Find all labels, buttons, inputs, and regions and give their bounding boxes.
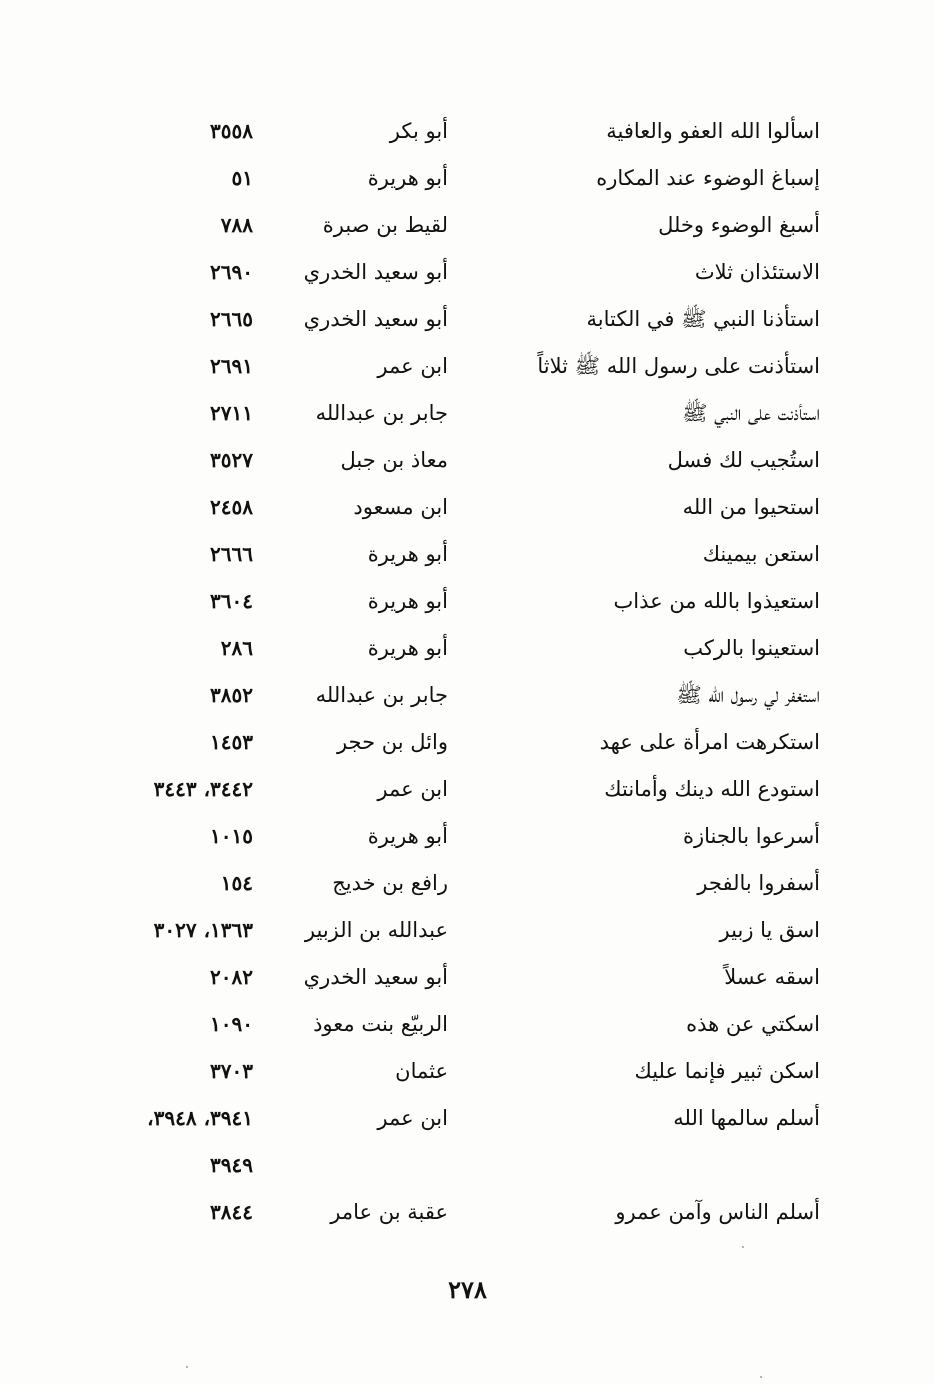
hadith-text: اسق يا زبير [719, 918, 820, 942]
index-row [0, 578, 935, 625]
narrator-name: أبو هريرة [367, 589, 448, 613]
narrator-name: لقيط بن صبرة [322, 213, 448, 237]
index-row [0, 860, 935, 907]
index-row [0, 813, 935, 860]
narrator-name: رافع بن خديج [332, 871, 448, 895]
hadith-text: الاستئذان ثلاث [694, 260, 820, 284]
index-row [0, 1001, 935, 1048]
hadith-number: ٣٤٤٢، ٣٤٤٣ [153, 777, 253, 801]
hadith-text: استُجيب لك فسل [667, 448, 820, 472]
scan-speck [742, 1246, 744, 1248]
index-row [0, 249, 935, 296]
hadith-text: استحيوا من الله [682, 495, 820, 519]
narrator-name: أبو سعيد الخدري [303, 260, 448, 284]
narrator-name: أبو هريرة [367, 166, 448, 190]
narrator-name: جابر بن عبدالله [315, 683, 448, 707]
narrator-name: ابن عمر [377, 777, 448, 801]
narrator-name: أبو هريرة [367, 824, 448, 848]
narrator-name: الربيّع بنت معوذ [313, 1012, 448, 1036]
index-row [0, 907, 935, 954]
narrator-name: عبدالله بن الزبير [304, 918, 448, 942]
hadith-number: ٢٦٩٠ [210, 260, 253, 284]
narrator-name: أبو هريرة [367, 542, 448, 566]
hadith-text: أسلم الناس وآمن عمرو [615, 1200, 820, 1224]
hadith-text: أسرعوا بالجنازة [683, 824, 820, 848]
index-row [0, 296, 935, 343]
index-row [0, 766, 935, 813]
hadith-number: ١٠٩٠ [210, 1012, 253, 1036]
hadith-number: ٧٨٨ [220, 213, 253, 237]
index-row [0, 390, 935, 437]
index-row [0, 108, 935, 155]
hadith-number: ١٤٥٣ [210, 730, 253, 754]
hadith-number: ٢٤٥٨ [210, 495, 253, 519]
scan-speck [760, 1376, 762, 1378]
scan-speck [186, 1366, 188, 1368]
index-row-continuation [0, 1142, 935, 1189]
narrator-name: ابن عمر [377, 1106, 448, 1130]
hadith-number: ٢٦٦٦ [210, 542, 253, 566]
hadith-number: ٣٦٠٤ [210, 589, 253, 613]
index-row [0, 672, 935, 719]
hadith-text: اسألوا الله العفو والعافية [606, 119, 820, 143]
narrator-name: وائل بن حجر [336, 730, 448, 754]
narrator-name: جابر بن عبدالله [315, 401, 448, 425]
page-number: ٢٧٨ [448, 1275, 487, 1304]
index-row [0, 531, 935, 578]
index-row [0, 1095, 935, 1142]
index-row [0, 202, 935, 249]
hadith-text: إسباغ الوضوء عند المكاره [596, 166, 820, 190]
narrator-name: عقبة بن عامر [330, 1200, 448, 1224]
hadith-number: ٣٨٤٤ [210, 1200, 253, 1224]
index-row [0, 954, 935, 1001]
hadith-number: ١٣٦٣، ٣٠٢٧ [153, 918, 253, 942]
hadith-text: أسبغ الوضوء وخلل [658, 213, 820, 237]
hadith-text: اسكتي عن هذه [686, 1012, 820, 1036]
hadith-number: ٣٥٢٧ [210, 448, 253, 472]
index-row [0, 625, 935, 672]
narrator-name: أبو سعيد الخدري [303, 307, 448, 331]
hadith-text: اسكن ثبير فإنما عليك [634, 1059, 820, 1083]
hadith-text: استأذنا النبي ﷺ في الكتابة [586, 307, 820, 331]
hadith-number: ٣٥٥٨ [210, 119, 253, 143]
hadith-number: ٥١ [231, 166, 253, 190]
hadith-number: ٢٦٦٥ [210, 307, 253, 331]
hadith-number: ٣٧٠٣ [210, 1059, 253, 1083]
hadith-number: ١٥٤ [220, 871, 253, 895]
hadith-text: استأذنت على رسول الله ﷺ ثلاثاً [537, 354, 820, 378]
index-row [0, 343, 935, 390]
hadith-text: استودع الله دينك وأمانتك [604, 777, 820, 801]
narrator-name: أبو سعيد الخدري [303, 965, 448, 989]
index-row [0, 1189, 935, 1239]
hadith-number: ٢٨٦ [220, 636, 253, 660]
hadith-text: استعن بيمينك [702, 542, 820, 566]
hadith-number: ٣٩٤١، ٣٩٤٨، [147, 1106, 253, 1130]
hadith-number: ٣٨٥٢ [210, 683, 253, 707]
hadith-text: استعينوا بالركب [683, 636, 820, 660]
hadith-text: استغفر لي رسول الله ﷺ [676, 683, 820, 707]
index-row [0, 719, 935, 766]
hadith-text: استكرهت امرأة على عهد [599, 730, 820, 754]
hadith-text: أسلم سالمها الله [673, 1106, 820, 1130]
hadith-text: استعيذوا بالله من عذاب [613, 589, 820, 613]
narrator-name: معاذ بن جبل [340, 448, 448, 472]
index-row [0, 484, 935, 531]
narrator-name: عثمان [395, 1059, 448, 1083]
hadith-number: ٢٠٨٢ [210, 965, 253, 989]
hadith-text: استأذنت على النبي ﷺ [682, 401, 820, 425]
hadith-number: ٢٦٩١ [210, 354, 253, 378]
hadith-number: ٢٧١١ [210, 401, 253, 425]
hadith-number: ٣٩٤٩ [210, 1153, 253, 1177]
narrator-name: ابن عمر [377, 354, 448, 378]
narrator-name: أبو هريرة [367, 636, 448, 660]
index-row [0, 155, 935, 202]
index-row [0, 437, 935, 484]
hadith-text: اسقه عسلاً [724, 965, 820, 989]
hadith-index-table [0, 108, 935, 1239]
hadith-text: أسفروا بالفجر [697, 871, 820, 895]
narrator-name: أبو بكر [389, 119, 448, 143]
index-row [0, 1048, 935, 1095]
narrator-name: ابن مسعود [353, 495, 448, 519]
hadith-number: ١٠١٥ [210, 824, 253, 848]
